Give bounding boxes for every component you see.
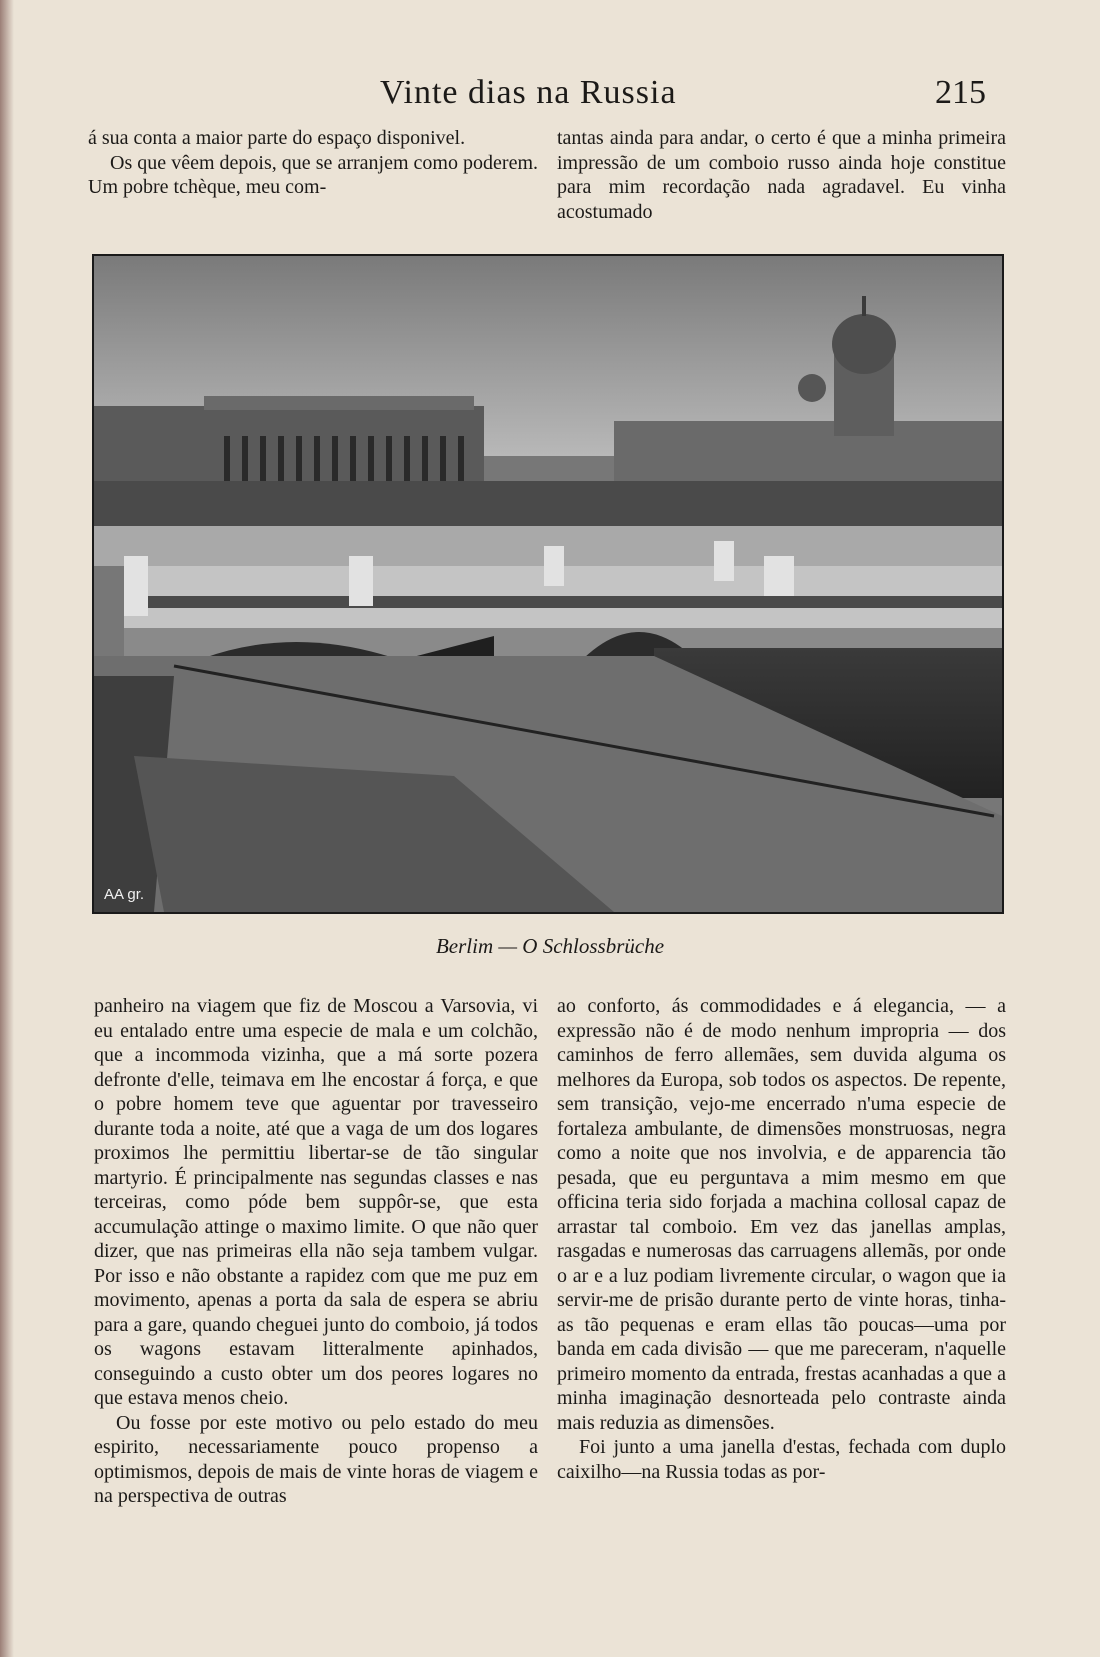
paragraph: Ou fosse por este motivo ou pelo estado do meu espirito, necessariamente pouco propenso a optimismos, depois de mais de vinte horas de viagem e na perspectiva de outras <box>94 1411 538 1507</box>
illustration-caption: Berlim — O Schlossbrüche <box>435 934 665 958</box>
bottom-left-column <box>94 994 538 1509</box>
page-edge-shadow <box>0 0 14 1657</box>
paragraph: á sua conta a maior parte do espaço disponivel. <box>88 127 466 149</box>
bottom-right-column <box>557 994 1006 1484</box>
paragraph: tantas ainda para andar, o certo é que a minha primeira impressão de um comboio russo ainda hoje constitue para mim recordação nada agradavel. Eu vinha acostumado <box>557 127 1006 223</box>
illustration-berlin-bridge <box>92 254 1004 914</box>
running-header-title: Vinte dias na Russia <box>380 74 677 111</box>
paragraph: Os que vêem depois, que se arranjem como poderem. Um pobre tchèque, meu com- <box>88 151 538 198</box>
paragraph: ao conforto, ás commodidades e á elegancia, — a expressão não é de modo nenhum impropria — dos caminhos de ferro allemães, sem duvida alguma os melhores da Europa, sob todos os aspectos. De repente, sem transição, vejo-me encerrado n'uma especie de fortaleza ambulante, de dimensões monstruosas, negra como a noite que nos involvia, e de apparencia tão pesada, que eu perguntava a mim mesmo em que officina teria sido forjada a machina collosal capaz de arrastar tal comboio. Em vez das janellas amplas, rasgadas e numerosas das carruagens allemãs, por onde o ar e a luz podiam livremente circular, o wagon que ia servir-me de prisão durante perto de vinte horas, tinha-as tão pequenas e eram ellas tão poucas—uma por banda em cada divisão — que me pareceram, n'aquelle primeiro momento da entrada, frestas acanhadas a que a minha imaginação desnorteada pelo contraste ainda mais reduzia as dimensões. <box>557 995 1006 1434</box>
cathedral-building <box>614 421 1002 491</box>
paragraph: Foi junto a uma janella d'estas, fechada com duplo caixilho—na Russia todas as por- <box>557 1436 1006 1483</box>
halftone-photo <box>94 256 1002 912</box>
cathedral-dome <box>832 314 896 374</box>
engraver-mark: AA gr. <box>104 886 145 903</box>
top-left-column <box>88 126 538 200</box>
page-number: 215 <box>935 74 986 111</box>
paragraph: panheiro na viagem que fiz de Moscou a Varsovia, vi eu entalado entre uma especie de mala e um colchão, que a incommoda vizinha, que a má sorte pozera defronte d'elle, teimava em lhe encostar á força, e que o pobre homem teve que aguentar por travesseiro durante toda a noite, até que a vaga de um dos logares proximos lhe permittiu libertar-se de tão singular martyrio. É principalmente nas segundas classes e nas terceiras, como póde bem suppôr-se, que esta accumulação attinge o maximo limite. O que não quer dizer, que nas primeiras ella não seja tambem vulgar. Por isso e não obstante a rapidez com que me puz em movimento, apenas a porta da sala de espera se abriu para a gare, quando cheguei junto do comboio, já todos os wagons estavam litteralmente apinhados, conseguindo a custo obter um dos peores logares no que estava menos cheio. <box>94 995 538 1409</box>
top-right-column <box>557 126 1006 224</box>
